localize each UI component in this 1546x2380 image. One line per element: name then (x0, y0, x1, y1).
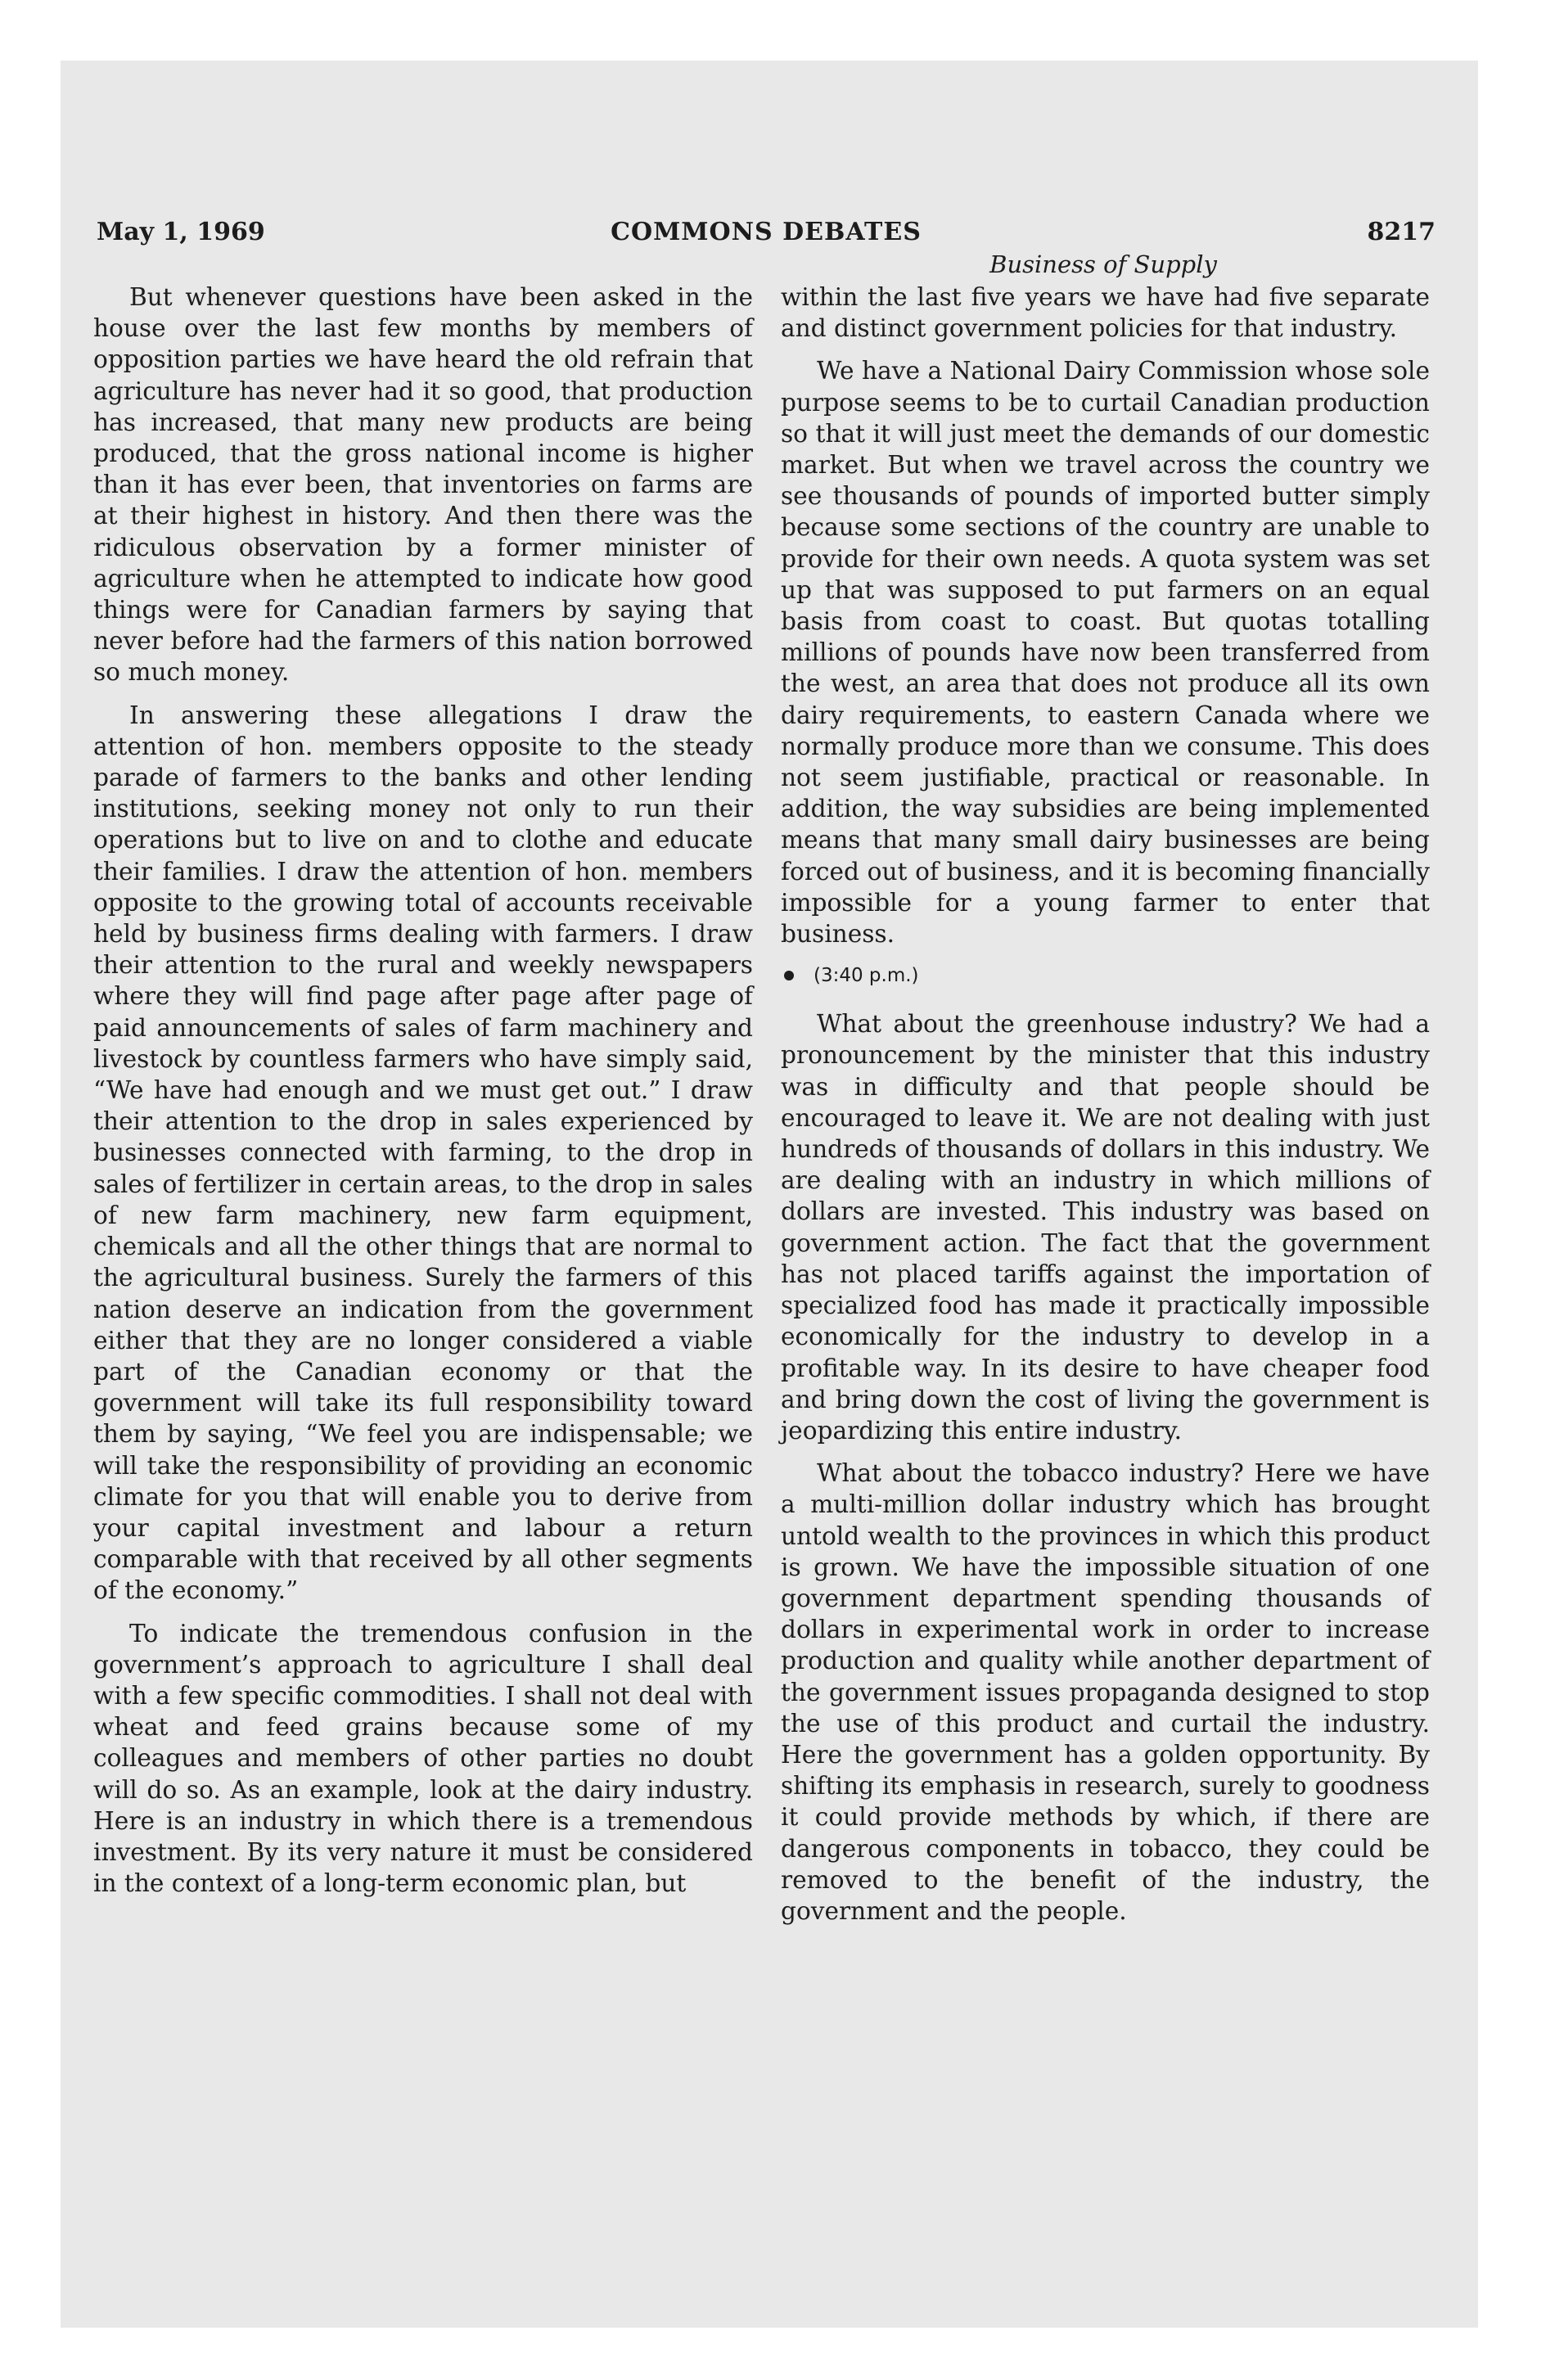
right-column (781, 282, 1430, 1938)
paragraph-continued: within the last five years we have had five separate and distinct government policies for that industry. (781, 283, 1430, 343)
left-column (93, 282, 753, 1910)
timestamp-marker (781, 961, 1430, 990)
header-journal-title: COMMONS DEBATES (611, 218, 922, 246)
paragraph: What about the tobacco industry? Here we have a multi-million dollar industry which has brought untold wealth to the provinces in which this product is grown. We have the impossible situation of one government department spending thousands of dollars in experimental work in order to increase production and quality while another department of the government issues propaganda designed to stop the use of this product and curtail the industry. Here the government has a golden opportunity. By shifting its emphasis in research, surely to goodness it could provide methods by which, if there are dangerous components in tobacco, they could be removed to the benefit of the industry, the government and the people. (781, 1459, 1430, 1925)
bullet-icon (784, 971, 794, 980)
header-date: May 1, 1969 (97, 218, 265, 246)
timestamp-text: (3:40 p.m.) (814, 965, 919, 987)
paragraph: But whenever questions have been asked in the house over the last few months by members of opposition parties we have heard the old refrain that agriculture has never had it so good, that production has increased, that many new products are being produced, that the gross national income is higher than it has ever been, that inventories on farms are at their highest in history. And then there was the ridiculous observation by a former minister of agriculture when he attempted to indicate how good things were for Canadian farmers by saying that never before had the farmers of this nation borrowed so much money. (93, 283, 753, 687)
paragraph: To indicate the tremendous confusion in the government’s approach to agriculture I shall deal with a few specific commodities. I shall not deal with wheat and feed grains because some of my colleagues and members of other parties no doubt will do so. As an example, look at the dairy industry. Here is an industry in which there is a tremendous investment. By its very nature it must be considered in the context of a long-term economic plan, but (93, 1619, 753, 1898)
paragraph: In answering these allegations I draw the attention of hon. members opposite to the steady parade of farmers to the banks and other lending institutions, seeking money not only to run their operations but to live on and to clothe and educate their families. I draw the attention of hon. members opposite to the growing total of accounts receivable held by business firms dealing with farmers. I draw their attention to the rural and weekly newspapers where they will find page after page after page of paid announcements of sales of farm machinery and livestock by countless farmers who have simply said, “We have had enough and we must get out.” I draw their attention to the drop in sales experienced by businesses connected with farming, to the drop in sales of fertilizer in certain areas, to the drop in sales of new farm machinery, new farm equipment, chemicals and all the other things that are normal to the agricultural business. Surely the farmers of this nation deserve an indication from the government either that they are no longer considered a viable part of the Canadian economy or that the government will take its full responsibility toward them by saying, “We feel you are indispensable; we will take the responsibility of providing an economic climate for you that will enable you to derive from your capital investment and labour a return comparable with that received by all other segments of the economy.” (93, 701, 753, 1605)
paragraph: What about the greenhouse industry? We had a pronouncement by the minister that this industry was in difficulty and that people should be encouraged to leave it. We are not dealing with just hundreds of thousands of dollars in this industry. We are dealing with an industry in which millions of dollars are invested. This industry was based on government action. The fact that the government has not placed tariffs against the importation of specialized food has made it practically impossible economically for the industry to develop in a profitable way. In its desire to have cheaper food and bring down the cost of living the government is jeopardizing this entire industry. (781, 1010, 1430, 1445)
page-header (97, 214, 1436, 250)
header-page-number: 8217 (1367, 218, 1436, 246)
section-title: Business of Supply (989, 250, 1217, 278)
paragraph: We have a National Dairy Commission whose sole purpose seems to be to curtail Canadian production so that it will just meet the demands of our domestic market. But when we travel across the country we see thousands of pounds of imported butter simply because some sections of the country are unable to provide for their own needs. A quota system was set up that was supposed to put farmers on an equal basis from coast to coast. But quotas totalling millions of pounds have now been transferred from the west, an area that does not produce all its own dairy requirements, to eastern Canada where we normally produce more than we consume. This does not seem justifiable, practical or reasonable. In addition, the way subsidies are being implemented means that many small dairy businesses are being forced out of business, and it is becoming financially impossible for a young farmer to enter that business. (781, 357, 1430, 949)
